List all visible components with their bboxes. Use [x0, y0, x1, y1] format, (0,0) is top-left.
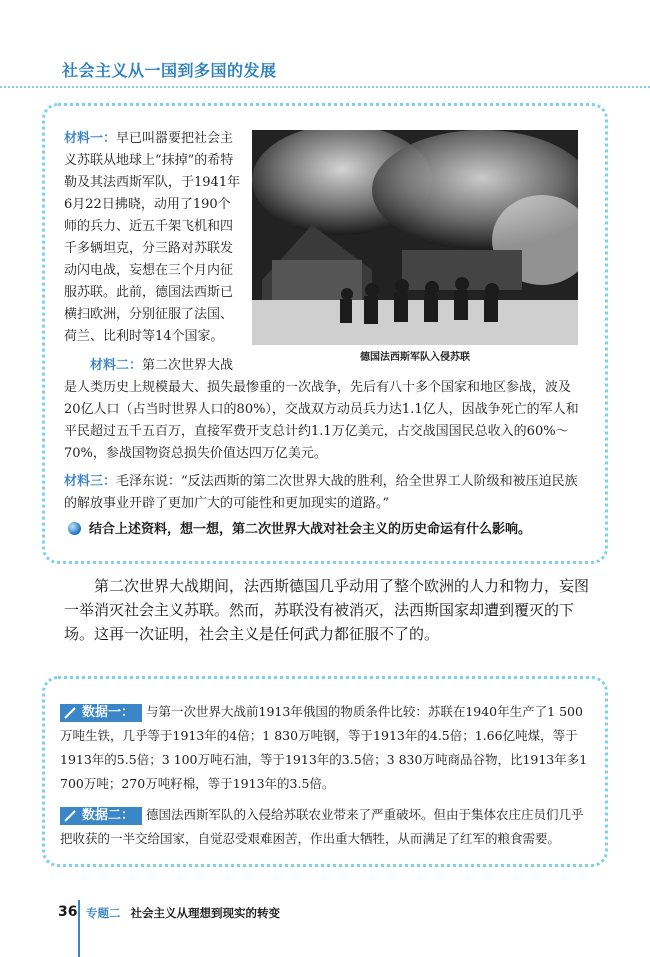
material-two-text-a: 第二次世界大战 — [142, 358, 234, 373]
material-two-head — [90, 355, 250, 377]
header-divider — [0, 86, 650, 88]
globe-bullet-icon — [68, 522, 81, 535]
data-one — [60, 700, 590, 796]
slash-icon — [64, 810, 76, 822]
data-two — [60, 803, 590, 851]
material-two-label: 材料二： — [90, 358, 143, 373]
material-two-text-b: 是人类历史上规模最大、损失最惨重的一次战争，先后有八十多个国家和地区参战，波及20亿人口（占当时世界人口的80%），交战双方动员兵力达1.1亿人，因战争死亡的军人和平民超过五千五百万，直接军费开支总计约1.1万亿美元，占交战国国民总收入的60%～70%，参战国物资总损失价值达四万亿美元。 — [64, 380, 579, 461]
war-photo-image — [252, 130, 578, 345]
material-one-label: 材料一： — [64, 131, 117, 146]
data-two-text: 德国法西斯军队的入侵给苏联农业带来了严重破坏。但由于集体农庄庄员们几乎把收获的一半交给国家，自觉忍受艰难困苦，作出重大牺牲，从而满足了红军的粮食需要。 — [60, 807, 584, 846]
think-question-text: 结合上述资料，想一想，第二次世界大战对社会主义的历史命运有什么影响。 — [89, 522, 532, 537]
page-number: 36 — [58, 904, 78, 920]
material-three — [64, 471, 584, 515]
war-photo — [252, 130, 578, 345]
material-three-text: 毛泽东说：“反法西斯的第二次世界大战的胜利，给全世界工人阶级和被压迫民族的解放事业开辟了更加广大的可能性和更加现实的道路。” — [64, 474, 578, 511]
material-one-text: 早已叫嚣要把社会主义苏联从地球上“抹掉”的希特勒及其法西斯军队，于1941年6月22日拂晓，动用了190个师的兵力、近五千架飞机和四千多辆坦克，分三路对苏联发动闪电战，妄想在三个月内征服苏联。此前，德国法西斯已横扫欧洲，分别征服了法国、荷兰、比利时等14个国家。 — [64, 131, 241, 344]
data-one-text: 与第一次世界大战前1913年俄国的物质条件比较：苏联在1940年生产了1 500万吨生铁，几乎等于1913年的4倍；1 830万吨钢，等于1913年的4.5倍；1.66亿吨煤，等于1913年的5.5倍；3 100万吨石油，等于1913年的3.5倍；3 830万吨商品谷物，比1913年多1 700万吨；270万吨籽棉，等于1913年的3.5倍。 — [60, 704, 588, 791]
data-one-tag — [60, 704, 142, 722]
data-two-label: 数据二： — [82, 808, 135, 823]
main-paragraph: 第二次世界大战期间，法西斯德国几乎动用了整个欧洲的人力和物力，妄图一举消灭社会主义苏联。然而，苏联没有被消灭，法西斯国家却遭到覆灭的下场。这再一次证明，社会主义是任何武力都征服不了的。 — [64, 577, 590, 643]
footer-divider — [78, 900, 80, 957]
material-one — [64, 128, 242, 348]
material-three-label: 材料三： — [64, 474, 117, 489]
page-section-title: 社会主义从一国到多国的发展 — [62, 61, 277, 80]
think-question — [88, 521, 593, 539]
chapter-title: 社会主义从理想到现实的转变 — [130, 906, 280, 920]
slash-icon — [64, 707, 76, 719]
data-two-tag — [60, 807, 142, 825]
data-one-label: 数据一： — [82, 705, 135, 720]
footer-chapter — [86, 905, 280, 921]
photo-caption: 德国法西斯军队入侵苏联 — [360, 352, 470, 363]
chapter-number: 专题二 — [86, 906, 121, 920]
